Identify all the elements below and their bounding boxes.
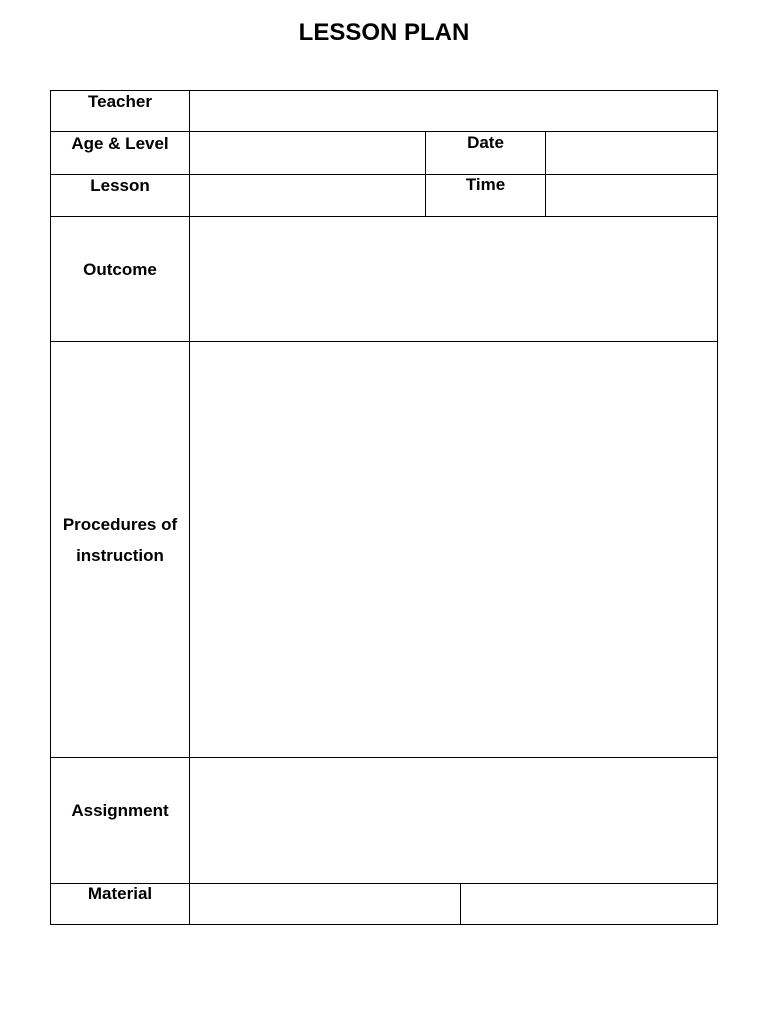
procedures-label-line2: instruction — [76, 546, 164, 565]
page-title: LESSON PLAN — [298, 19, 470, 46]
table-border-left — [50, 90, 51, 925]
outcome-label: Outcome — [83, 260, 157, 279]
material-field-2[interactable] — [461, 884, 717, 924]
date-label: Date — [467, 133, 504, 152]
date-field[interactable] — [546, 132, 717, 174]
assignment-label: Assignment — [71, 801, 169, 820]
teacher-field[interactable] — [190, 91, 717, 131]
time-field[interactable] — [546, 175, 717, 216]
procedures-field[interactable] — [190, 342, 717, 757]
table-border-bottom — [50, 924, 718, 925]
teacher-label: Teacher — [88, 92, 152, 111]
time-label: Time — [465, 175, 506, 194]
assignment-field[interactable] — [190, 758, 717, 883]
procedures-label-line1: Procedures of — [62, 515, 178, 534]
age-level-label: Age & Level — [71, 134, 169, 153]
material-label: Material — [87, 884, 153, 903]
outcome-field[interactable] — [190, 217, 717, 341]
lesson-label: Lesson — [90, 176, 150, 195]
lesson-field[interactable] — [190, 175, 425, 216]
table-border-right — [717, 90, 718, 925]
procedures-label — [51, 509, 189, 571]
material-field-1[interactable] — [190, 884, 460, 924]
age-level-field[interactable] — [190, 132, 425, 174]
